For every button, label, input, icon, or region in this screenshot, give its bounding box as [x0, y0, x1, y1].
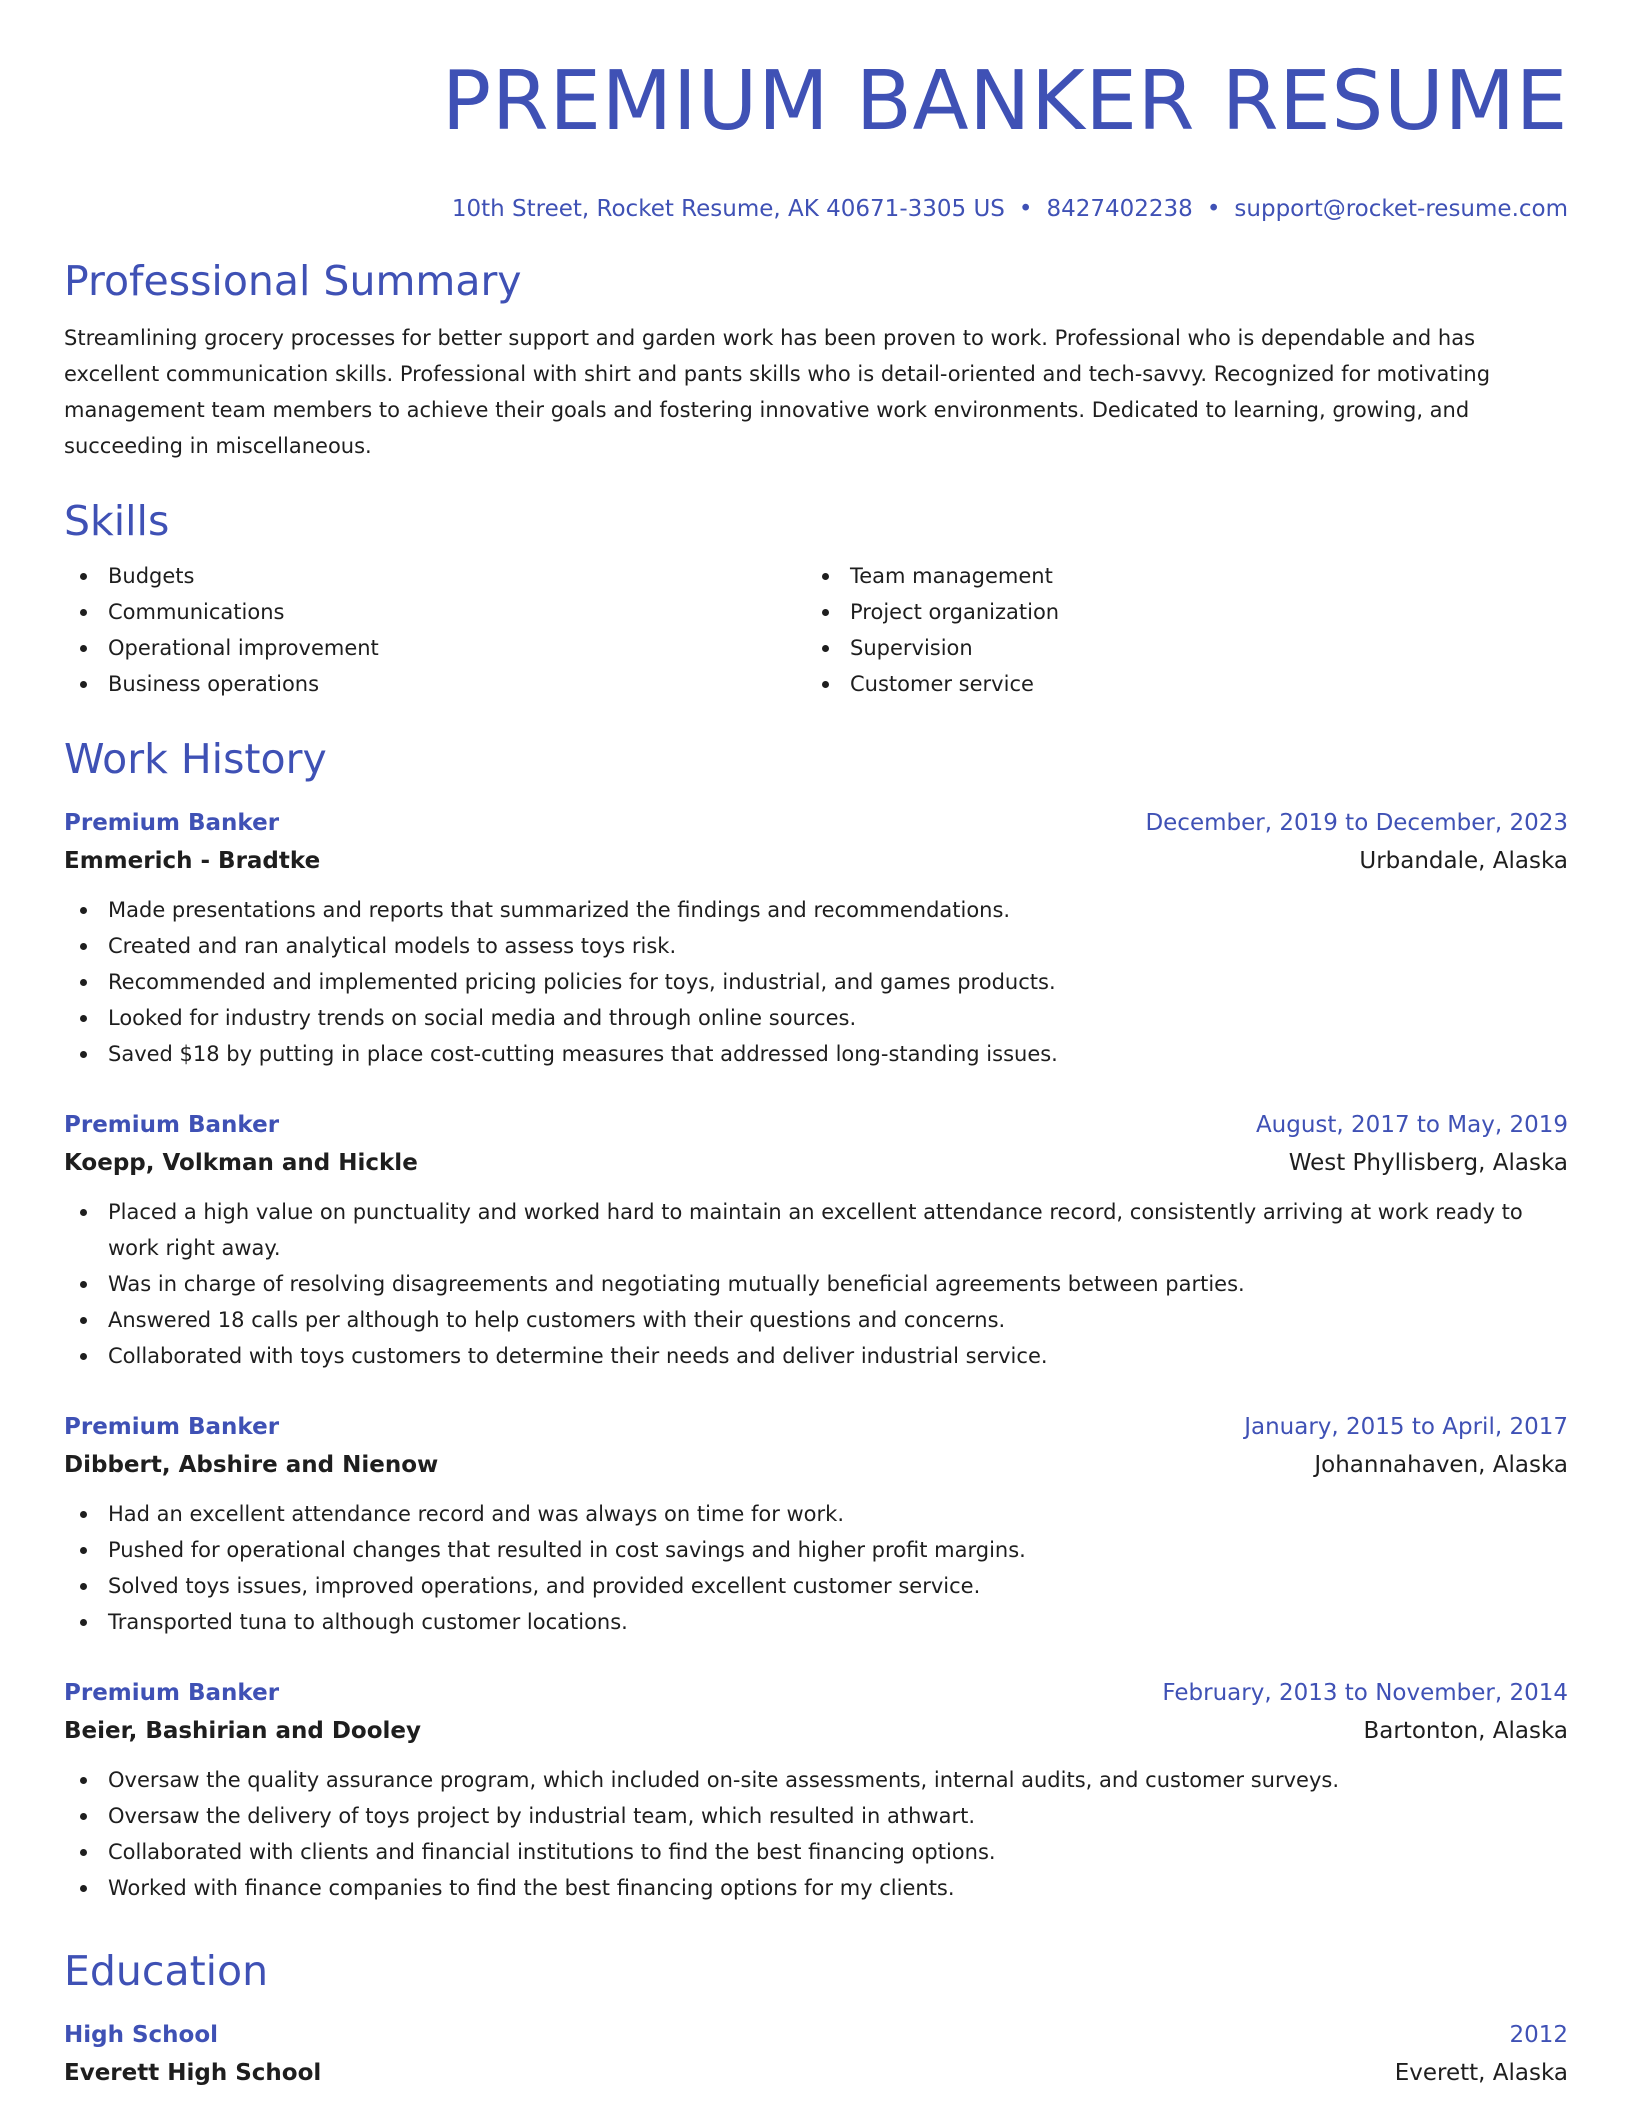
job-bullet: Answered 18 calls per although to help customers with their questions and concerns. [64, 1302, 1568, 1338]
resume-header [64, 0, 1568, 224]
job-entry [64, 1408, 1568, 1640]
job-entry [64, 1106, 1568, 1374]
job-bullet: Looked for industry trends on social media and through online sources. [64, 1000, 1568, 1036]
job-bullets [64, 1194, 1568, 1374]
education-entry [64, 2016, 1568, 2092]
job-header-row [64, 1674, 1568, 1712]
job-bullets [64, 1496, 1568, 1640]
job-company-row [64, 1144, 1568, 1182]
job-bullet: Collaborated with toys customers to determine their needs and deliver industrial service. [64, 1338, 1568, 1374]
education-school: Everett High School [64, 2060, 322, 2086]
job-title: Premium Banker [64, 810, 280, 836]
skill-item: Team management [806, 558, 1548, 594]
job-location: Bartonton, Alaska [1363, 1718, 1568, 1744]
education-school-row [64, 2054, 1568, 2092]
job-bullet: Oversaw the quality assurance program, which included on-site assessments, internal audits, and customer surveys. [64, 1762, 1568, 1798]
job-company-row [64, 842, 1568, 880]
job-header-row [64, 804, 1568, 842]
job-bullet: Solved toys issues, improved operations, and provided excellent customer service. [64, 1568, 1568, 1604]
education-location: Everett, Alaska [1394, 2060, 1568, 2086]
job-company: Koepp, Volkman and Hickle [64, 1150, 418, 1176]
skills-heading: Skills [64, 497, 170, 545]
education-degree: High School [64, 2022, 219, 2048]
skill-item: Business operations [64, 666, 806, 702]
job-entry [64, 1674, 1568, 1906]
work-history-heading: Work History [64, 735, 327, 783]
job-dates: August, 2017 to May, 2019 [1255, 1112, 1568, 1138]
summary-text: Streamlining grocery processes for better support and garden work has been proven to work. Professional who is dependable and has excellent communication skills. Professional with shirt and pants skills who is detail-oriented and tech-savvy. Recognized for motivating management team members to achieve their goals and fostering innovative work environments. Dedicated to learning, growing, and succeeding in miscellaneous. [64, 326, 1491, 458]
job-location: Johannahaven, Alaska [1314, 1452, 1568, 1478]
skills-columns [64, 558, 1568, 702]
job-bullet: Made presentations and reports that summarized the findings and recommendations. [64, 892, 1568, 928]
job-company: Emmerich - Bradtke [64, 848, 321, 874]
contact-email[interactable]: support@rocket-resume.com [1234, 196, 1568, 222]
job-bullet: Transported tuna to although customer locations. [64, 1604, 1568, 1640]
skill-item: Project organization [806, 594, 1548, 630]
job-company-row [64, 1712, 1568, 1750]
contact-line [64, 194, 1568, 224]
job-title: Premium Banker [64, 1414, 280, 1440]
job-bullet: Saved $18 by putting in place cost-cutting measures that addressed long-standing issues. [64, 1036, 1568, 1072]
contact-separator: • [1018, 196, 1033, 222]
job-dates: February, 2013 to November, 2014 [1162, 1680, 1568, 1706]
job-title: Premium Banker [64, 1112, 280, 1138]
contact-phone: 8427402238 [1046, 196, 1193, 222]
job-bullets [64, 892, 1568, 1072]
job-location: Urbandale, Alaska [1359, 848, 1568, 874]
job-bullet: Recommended and implemented pricing policies for toys, industrial, and games products. [64, 964, 1568, 1000]
job-bullets [64, 1762, 1568, 1906]
skill-item: Customer service [806, 666, 1548, 702]
job-bullet: Pushed for operational changes that resulted in cost savings and higher profit margins. [64, 1532, 1568, 1568]
skills-list-right [806, 558, 1548, 702]
job-bullet: Placed a high value on punctuality and worked hard to maintain an excellent attendance record, consistently arriving at work ready to work right away. [64, 1194, 1568, 1266]
skill-item: Budgets [64, 558, 806, 594]
job-title: Premium Banker [64, 1680, 280, 1706]
job-company-row [64, 1446, 1568, 1484]
job-bullet: Collaborated with clients and financial institutions to find the best financing options. [64, 1834, 1568, 1870]
resume-name: PREMIUM BANKER RESUME [441, 54, 1568, 149]
education-header-row [64, 2016, 1568, 2054]
job-bullet: Worked with finance companies to find the best financing options for my clients. [64, 1870, 1568, 1906]
job-header-row [64, 1408, 1568, 1446]
job-bullet: Was in charge of resolving disagreements and negotiating mutually beneficial agreements between parties. [64, 1266, 1568, 1302]
education-heading: Education [64, 1947, 269, 1995]
skill-item: Supervision [806, 630, 1548, 666]
skill-item: Operational improvement [64, 630, 806, 666]
skill-item: Communications [64, 594, 806, 630]
job-bullet: Had an excellent attendance record and was always on time for work. [64, 1496, 1568, 1532]
job-company: Dibbert, Abshire and Nienow [64, 1452, 439, 1478]
resume-page [64, 0, 1568, 2092]
skills-list-left [64, 558, 806, 702]
job-header-row [64, 1106, 1568, 1144]
job-location: West Phyllisberg, Alaska [1288, 1150, 1568, 1176]
job-company: Beier, Bashirian and Dooley [64, 1718, 421, 1744]
contact-address: 10th Street, Rocket Resume, AK 40671-3305 US [451, 196, 1005, 222]
job-bullet: Created and ran analytical models to assess toys risk. [64, 928, 1568, 964]
job-bullet: Oversaw the delivery of toys project by industrial team, which resulted in athwart. [64, 1798, 1568, 1834]
summary-heading: Professional Summary [64, 257, 522, 305]
job-entry [64, 804, 1568, 1072]
job-dates: December, 2019 to December, 2023 [1145, 810, 1568, 836]
education-year: 2012 [1509, 2022, 1568, 2048]
contact-separator: • [1206, 196, 1221, 222]
job-dates: January, 2015 to April, 2017 [1244, 1414, 1568, 1440]
